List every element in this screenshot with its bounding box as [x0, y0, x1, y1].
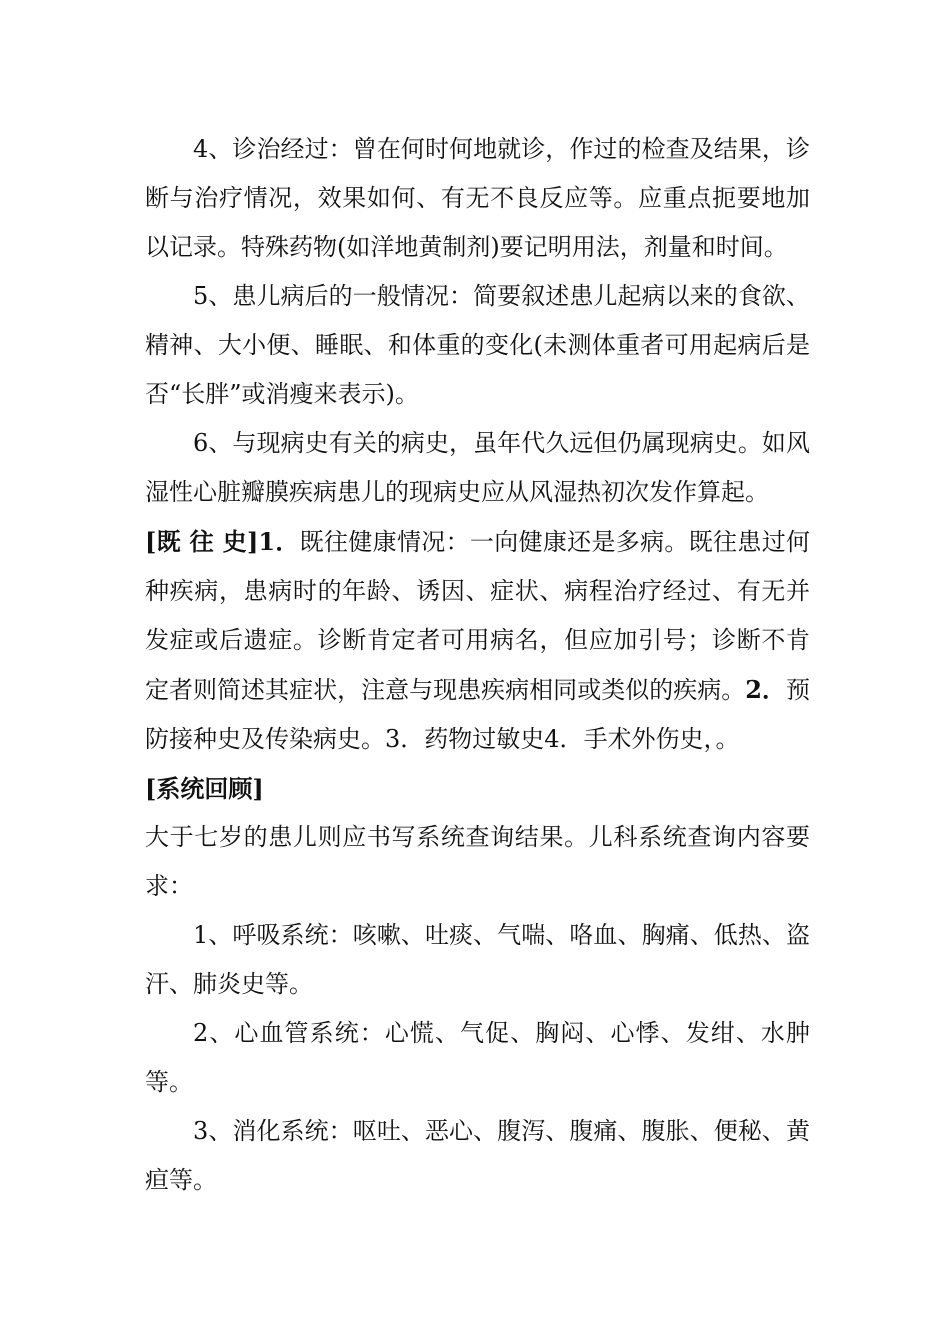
- past-history-item-4: 手术外伤史，。: [583, 725, 740, 753]
- paragraph-past-history: [145, 517, 810, 764]
- past-history-item-1: 既往健康情况：一向健康还是多病。既往患过何种疾病，患病时的年龄、诱因、症状、病程治疗经过、有无并发症或后遗症。诊断肯定者可用病名，但应加引号；诊断不肯定者则简述其症状，注意与现患疾病相同或类似的疾病。: [145, 528, 811, 704]
- past-history-item-2: 预防接种史及传染病史。: [145, 676, 811, 753]
- past-history-heading: [既 往 史]: [145, 527, 259, 556]
- paragraph-related-history: 6、与现病史有关的病史，虽年代久远但仍属现病史。如风湿性心脏瓣膜疾病患儿的现病史应从风湿热初次发作算起。: [145, 429, 810, 506]
- past-history-number-1: 1．: [258, 527, 300, 556]
- paragraph-respiratory-system: 1、呼吸系统：咳嗽、吐痰、气喘、咯血、胸痛、低热、盗汗、肺炎史等。: [145, 921, 810, 998]
- past-history-number-4: 4．: [544, 725, 584, 753]
- past-history-number-2: 2．: [745, 675, 787, 704]
- past-history-item-3: 药物过敏史: [424, 725, 545, 753]
- document-page: [145, 125, 810, 1205]
- systems-review-heading: [系统回顾]: [145, 774, 264, 803]
- paragraph-digestive-system: 3、消化系统：呕吐、恶心、腹泻、腹痛、腹胀、便秘、黄疸等。: [145, 1117, 810, 1194]
- paragraph-treatment-history: 4、诊治经过：曾在何时何地就诊，作过的检查及结果，诊断与治疗情况，效果如何、有无不良反应等。应重点扼要地加以记录。特殊药物(如洋地黄制剂)要记明用法，剂量和时间。: [145, 135, 810, 261]
- paragraph-general-condition: 5、患儿病后的一般情况：简要叙述患儿起病以来的食欲、精神、大小便、睡眠、和体重的变化(未测体重者可用起病后是否“长胖”或消瘦来表示)。: [145, 282, 810, 408]
- paragraph-cardiovascular-system: 2、心血管系统：心慌、气促、胸闷、心悸、发绀、水肿等。: [145, 1019, 810, 1096]
- paragraph-systems-review-intro: 大于七岁的患儿则应书写系统查询结果。儿科系统查询内容要求：: [145, 823, 810, 900]
- past-history-number-3: 3．: [385, 725, 425, 753]
